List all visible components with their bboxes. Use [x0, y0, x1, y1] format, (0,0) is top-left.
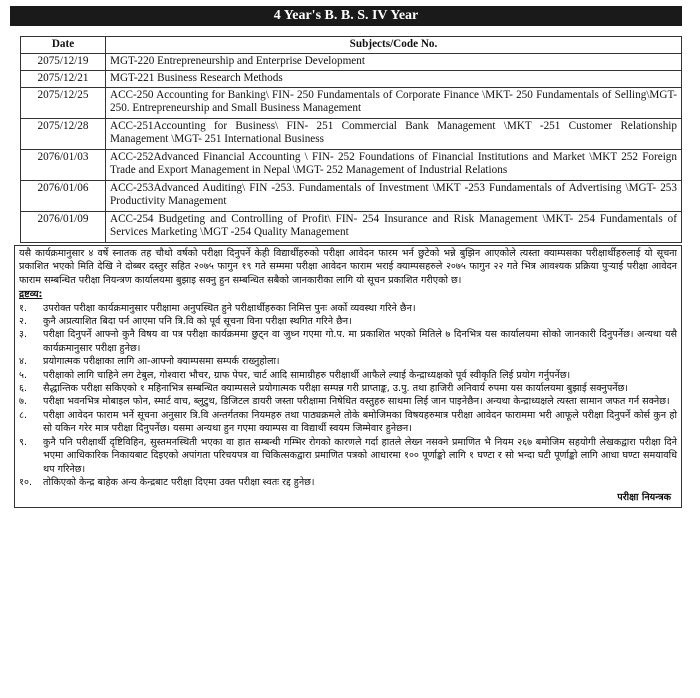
- instruction-number: १०.: [19, 476, 33, 488]
- instruction-text: प्रयोगात्मक परीक्षाका लागि आ-आफ्नो क्याम्पसमा सम्पर्क राख्नुहोला।: [43, 356, 280, 368]
- instruction-text: सैद्धान्तिक परीक्षा सकिएको १ महिनाभित्र सम्बन्धित क्याम्पसले प्रयोगात्मक परीक्षा सम्पन्न गरी प्राप्ताङ्क, उ.पु. तथा हाजिरी अनिवार्य रुपमा यस कार्यालयमा बुझाई सक्नुपर्नेछ।: [43, 383, 628, 395]
- table-row: [21, 212, 682, 243]
- instruction-item: [19, 395, 677, 408]
- instructions-title: द्रष्टव्य:: [19, 289, 43, 301]
- exam-subjects: ACC-253Advanced Auditing\ FIN -253. Fundamentals of Investment \MKT -253 Fundamentals of Advertising \MGT- 253 Productivity Management: [106, 181, 682, 212]
- exam-subjects: ACC-252Advanced Financial Accounting \ FIN- 252 Foundations of Financial Institutions and Market \MKT 252 Foreign Trade and Export Management in Nepal \MGT- 252 Management of Industrial Relations: [106, 150, 682, 181]
- instruction-number: ८.: [19, 409, 28, 421]
- instruction-item: [19, 436, 677, 476]
- instruction-text: कुनै पनि परीक्षार्थी दृष्टिविहिन, सुस्तमनस्थिती भएका वा हात सम्बन्धी गम्भिर रोगको कारणले गर्दा हातले लेख्न नसक्ने प्रमाणित भै नियम २६७ बमोजिम सहयोगी लेखकद्वारा परीक्षा दिने भएमा आधिकारिक निकायबाट दिइएको अपांगता परिचयपत्र वा चिकित्सकद्वारा प्रमाणित पत्रको आधारमा १०० पूर्णाङ्को लागि १ घण्टा र सो भन्दा घटी पूर्णाङ्को लागि आधा घण्टा समयावधि थप गरिनेछ।: [43, 436, 677, 475]
- exam-date: 2075/12/19: [21, 54, 106, 71]
- exam-date: 2076/01/09: [21, 212, 106, 243]
- exam-subjects: ACC-250 Accounting for Banking\ FIN- 250 Fundamentals of Corporate Finance \MKT- 250 Fundamentals of Selling\MGT- 250. Entrepreneurship and Small Business Management: [106, 88, 682, 119]
- notice-box: [14, 245, 682, 508]
- instruction-number: ६.: [19, 383, 28, 395]
- table-row: [21, 71, 682, 88]
- table-header-row: [21, 37, 682, 54]
- notice-intro: यसै कार्यक्रमानुसार ४ वर्षे स्नातक तह चौथो वर्षको परीक्षा दिनुपर्ने केही विद्यार्थीहरुको परीक्षा आवेदन फारम भर्न छुटेको भन्ने बुझिन आएकोले त्यस्ता क्याम्पसका परीक्षार्थीहरुलाई यो सूचना प्रकाशित भएको मिति देखि ने दोब्बर दस्तुर सहित २०७५ फागुन १९ गते सम्ममा परीक्षा आवेदन फाराम भराई क्याम्पसहरुले २०७५ फागुन २२ गते भित्र आवश्यक प्रक्रिया पुऱ्याई परीक्षा आवेदन फाराम सम्बन्धित परीक्षा नियन्त्रण कार्यालयमा बुझाइ सक्नु हुन सम्बन्धित सबैको जानकारीका लागि यो सूचन प्रकाशित गरीएको छ।: [19, 248, 677, 286]
- table-row: [21, 54, 682, 71]
- exam-subjects: ACC-251Accounting for Business\ FIN- 251 Commercial Bank Management \MKT -251 Customer Relationship Management \MGT- 251 International Business: [106, 119, 682, 150]
- instruction-number: १.: [19, 302, 28, 314]
- date-column-header: Date: [21, 37, 106, 54]
- instruction-item: [19, 382, 677, 395]
- table-row: [21, 181, 682, 212]
- instruction-number: ५.: [19, 369, 28, 381]
- instruction-text: परीक्षा दिनुपर्ने आफ्नो कुनै विषय वा पत्र परीक्षा कार्यक्रममा छुट्न वा जुध्न गएमा गो.प. मा प्रकाशित भएको मितिले ७ दिनभित्र यस कार्यालयमा सोको जानकारी दिनुपर्नेछ। अन्यथा यसै कार्यक्रमानुसार परीक्षा हुनेछ।: [43, 329, 677, 354]
- instruction-text: परीक्षा आवेदन फाराम भर्ने सूचना अनुसार त्रि.वि अन्तर्गतका नियमहरु तथा पाठ्यक्रमले तोके बमोजिमका विषयहरुमात्र परीक्षा आवेदन फाराममा भरी आफूले परीक्षा दिनुपर्ने कोर्स कुन हो सो यकिन गरेर मात्र परीक्षा दिनुपर्नेछ। यसमा अन्यथा हुन गएमा क्याम्पस वा विद्यार्थी स्वयम जिम्मेवार हुनेछन।: [43, 409, 677, 435]
- exam-date: 2075/12/28: [21, 119, 106, 150]
- page-title: 4 Year's B. B. S. IV Year: [10, 6, 682, 26]
- exam-date: 2075/12/25: [21, 88, 106, 119]
- instruction-item: [19, 328, 677, 355]
- exam-date: 2075/12/21: [21, 71, 106, 88]
- exam-subjects: MGT-220 Entrepreneurship and Enterprise Development: [106, 54, 682, 71]
- instruction-item: [19, 355, 677, 368]
- exam-subjects: ACC-254 Budgeting and Controlling of Profit\ FIN- 254 Insurance and Risk Management \MKT- 254 Fundamentals of Services Marketing \MGT -254 Quality Management: [106, 212, 682, 243]
- instruction-number: २.: [19, 316, 28, 328]
- table-row: [21, 88, 682, 119]
- instruction-number: ४.: [19, 356, 28, 368]
- table-row: [21, 150, 682, 181]
- instruction-text: तोकिएको केन्द्र बाहेक अन्य केन्द्रबाट परीक्षा दिएमा उक्त परीक्षा स्वतः रद्द हुनेछ।: [43, 476, 315, 488]
- signature: परीक्षा नियन्त्रक: [617, 492, 671, 504]
- instruction-number: ३.: [19, 329, 28, 341]
- instruction-item: [19, 315, 677, 328]
- table-row: [21, 119, 682, 150]
- instruction-text: कुनै अप्रत्याशित बिदा पर्न आएमा पनि त्रि.वि को पूर्व सूचना विना परीक्षा स्थगित गरिने छैन।: [43, 316, 352, 328]
- instruction-item: [19, 369, 677, 382]
- exam-date: 2076/01/06: [21, 181, 106, 212]
- exam-schedule-table: [20, 36, 682, 243]
- subjects-column-header: Subjects/Code No.: [106, 37, 682, 54]
- exam-date: 2076/01/03: [21, 150, 106, 181]
- instruction-item: [19, 302, 677, 315]
- instruction-text: परीक्षा भवनभित्र मोबाइल फोन, स्मार्ट वाच, ब्लुटुथ, डिजिटल डायरी जस्ता परीक्षामा निषेधित वस्तुहरु साथमा लिई जान पाइनेछैन। अन्यथा केन्द्राध्यक्षले त्यस्ता सामान जफत गर्न सक्नेछ।: [43, 396, 670, 408]
- instruction-item: [19, 476, 677, 489]
- instruction-text: उपरोक्त परीक्षा कार्यक्रमानुसार परीक्षामा अनुपस्थित हुने परीक्षार्थीहरुका निमित्त पुनः अर्को व्यवस्था गरिने छैन।: [43, 302, 416, 314]
- exam-subjects: MGT-221 Business Research Methods: [106, 71, 682, 88]
- instruction-text: परीक्षाको लागि चाहिने लग टेबुल, गोश्वारा भौचर, ग्राफ पेपर, चार्ट आदि सामाग्रीहरु परीक्षार्थी आफैले ल्याई केन्द्राध्यक्षको पूर्व स्वीकृति लिई प्रयोग गर्नुपर्नेछ।: [43, 369, 571, 381]
- instruction-number: ७.: [19, 396, 28, 408]
- instruction-item: [19, 409, 677, 436]
- instruction-number: ९.: [19, 436, 28, 448]
